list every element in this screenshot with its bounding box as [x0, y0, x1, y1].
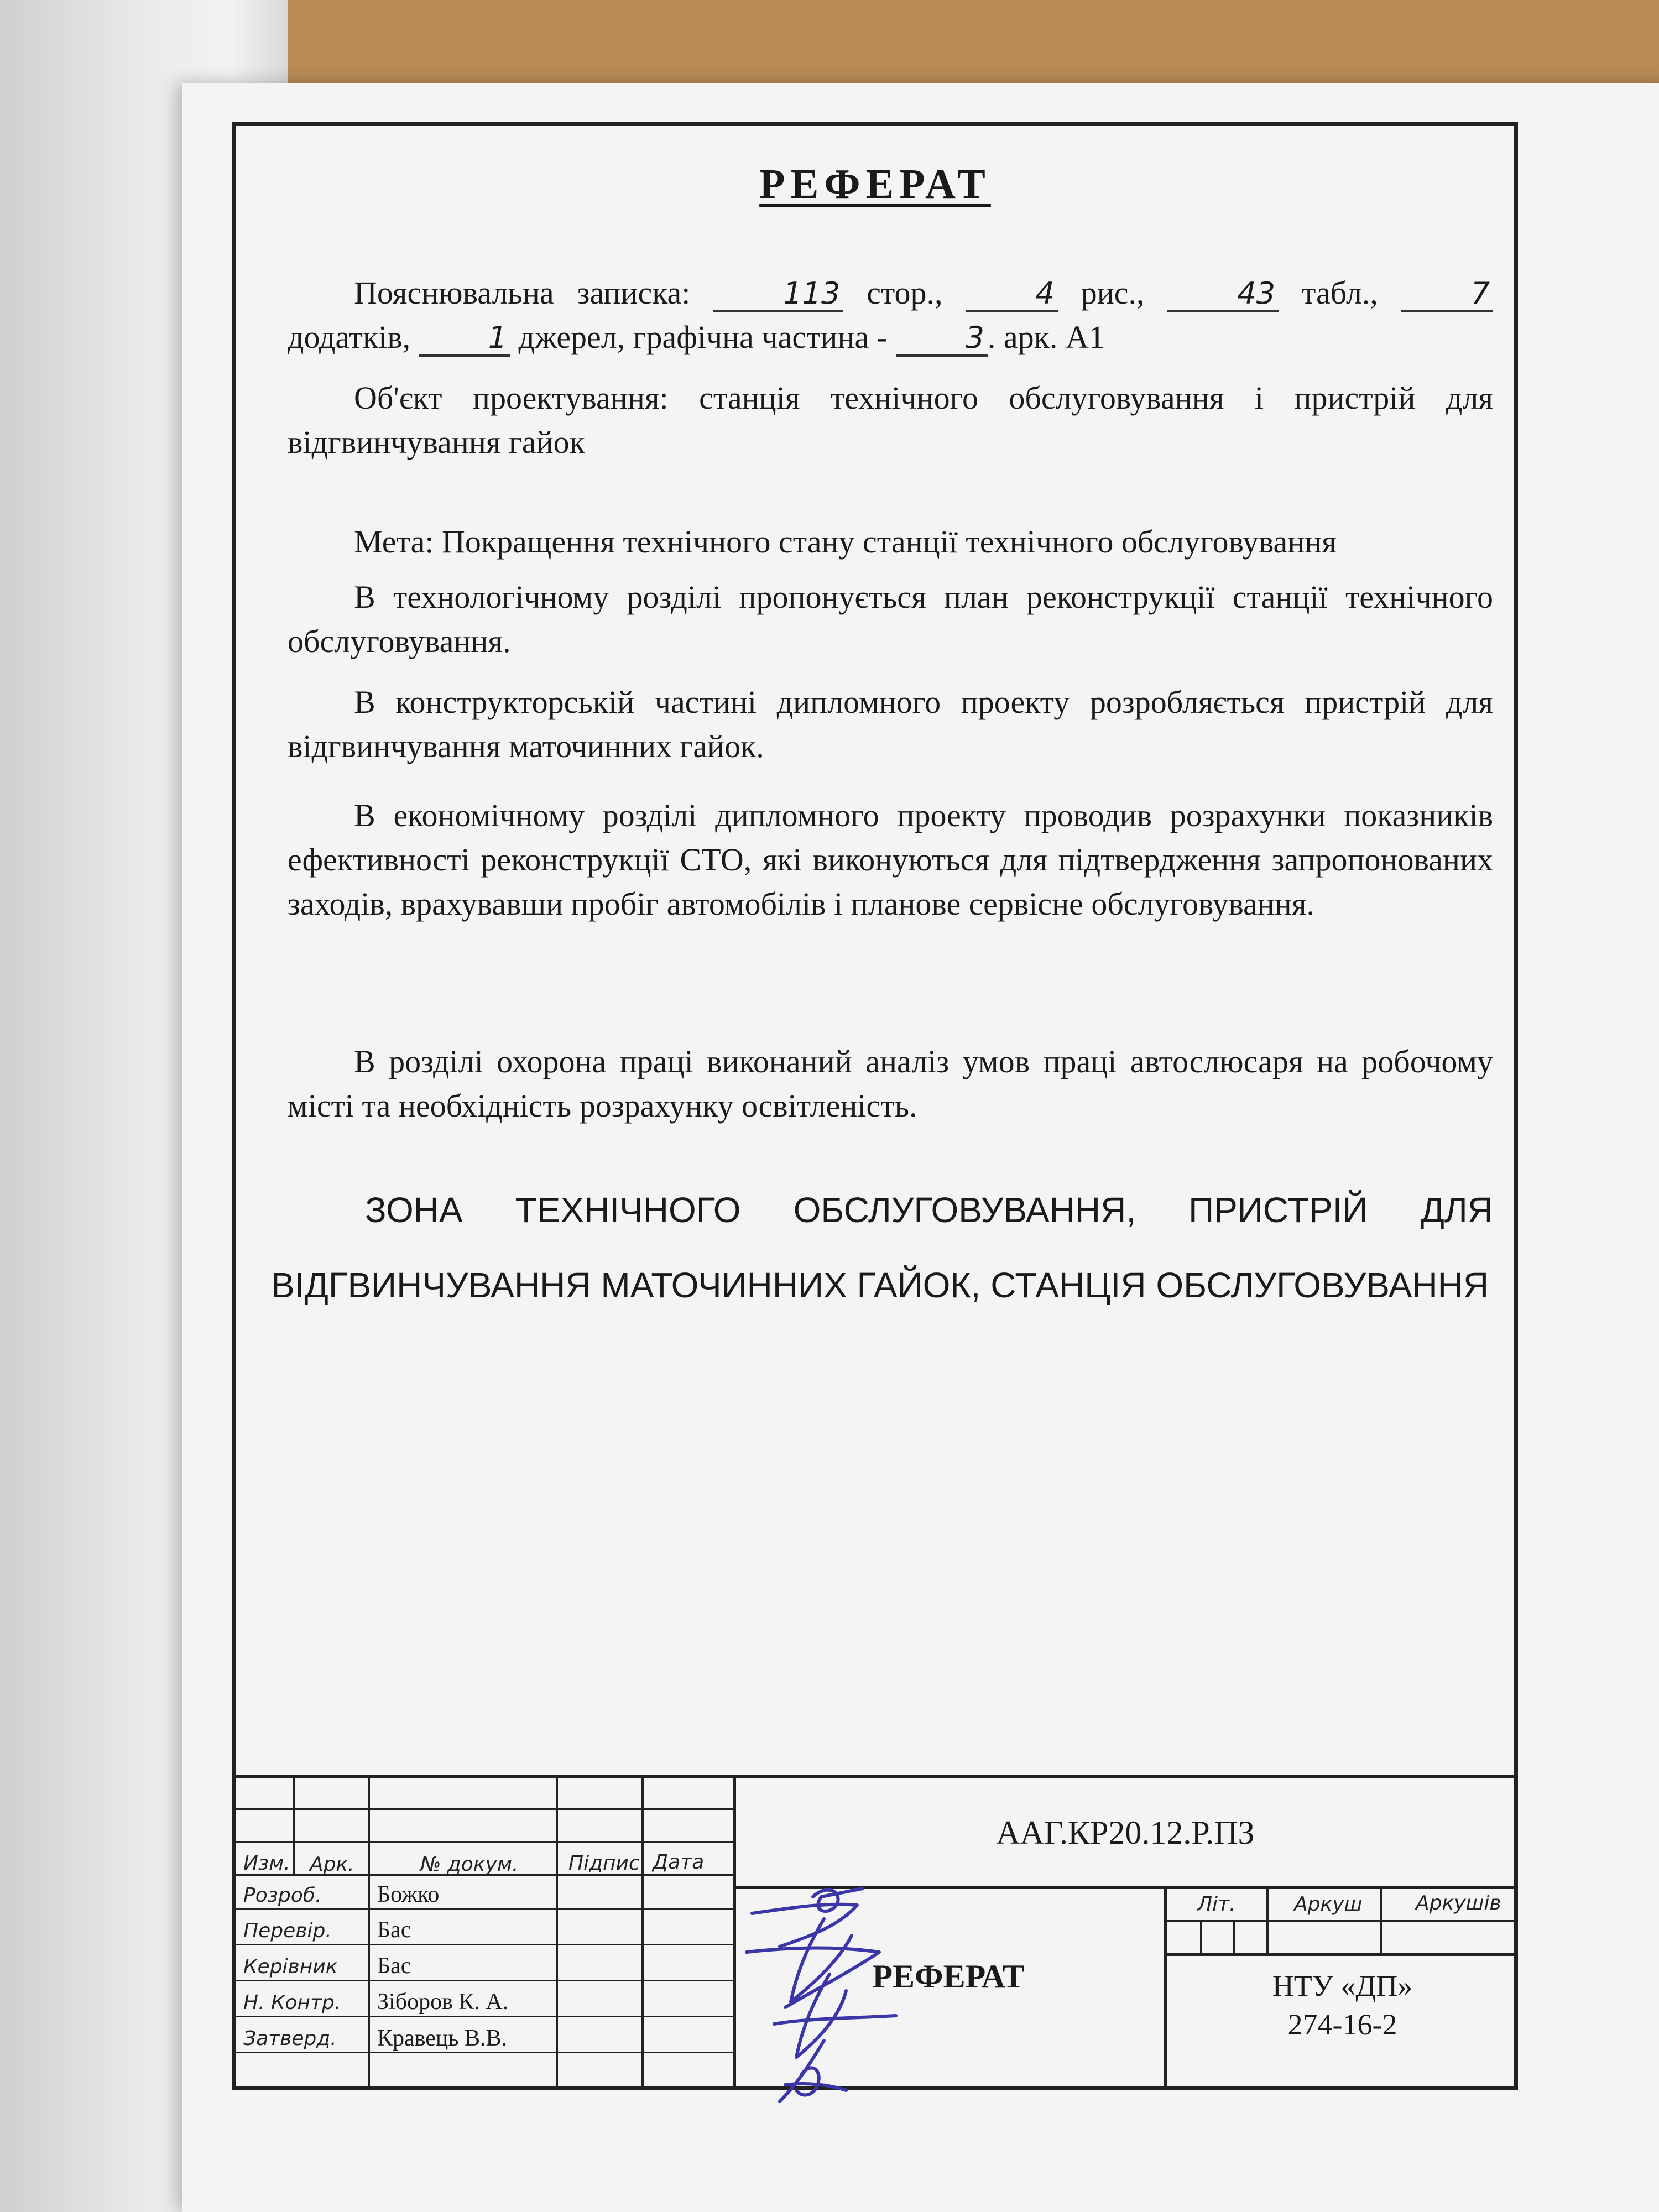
role-supervisor: Керівник — [243, 1955, 338, 1978]
header-change: Изм. — [243, 1852, 290, 1875]
pages-unit: стор., — [867, 275, 943, 311]
sheets-count: 3 — [896, 321, 988, 357]
appendices-count: 7 — [1401, 277, 1493, 312]
summary-prefix: Пояснювальна записка: — [354, 275, 691, 311]
name-checker: Бас — [377, 1917, 411, 1943]
paragraph-economy: В економічному розділі дипломного проекту проводив розрахунки показників ефективності реконструкції СТО, які виконуються для підтвердження запропонованих заходів, врахувавши пробіг автомобілів і планове сервісне обслуговування. — [288, 797, 1493, 922]
role-checker: Перевір. — [243, 1919, 332, 1942]
paragraph-object: Об'єкт проектування: станція технічного обслуговування і пристрій для відгвинчування гайок — [288, 380, 1493, 460]
paragraph-design: В конструкторській частині дипломного проекту розробляється пристрій для відгвинчування маточинних гайок. — [288, 684, 1493, 764]
sources-count: 1 — [419, 321, 510, 357]
header-doc-number: № докум. — [420, 1853, 519, 1876]
paragraph-goal: Мета: Покращення технічного стану станції технічного обслуговування — [354, 524, 1337, 560]
sheets-unit: . арк. А1 — [987, 319, 1105, 355]
stamp-document-title: РЕФЕРАТ — [872, 1958, 1025, 1995]
label-sheets: Аркушів — [1416, 1892, 1501, 1914]
document-code: ААГ.КР20.12.Р.ПЗ — [996, 1814, 1255, 1851]
name-supervisor: Бас — [377, 1953, 411, 1979]
appendices-unit: додатків, — [288, 319, 411, 355]
name-approver: Кравець В.В. — [377, 2026, 508, 2051]
role-approver: Затверд. — [243, 2027, 337, 2050]
paragraph-technology: В технологічному розділі пропонується план реконструкції станції технічного обслуговування. — [288, 579, 1493, 659]
figures-count: 4 — [966, 277, 1057, 312]
organization-name: НТУ «ДП» — [1272, 1969, 1413, 2002]
page-title: РЕФЕРАТ — [759, 161, 991, 207]
tables-unit: табл., — [1302, 275, 1378, 311]
figures-unit: рис., — [1081, 275, 1145, 311]
title-block — [232, 1775, 1518, 2090]
summary-line — [288, 271, 1493, 359]
keywords: ЗОНА ТЕХНІЧНОГО ОБСЛУГОВУВАННЯ, ПРИСТРІЙ ДЛЯ ВІДГВИНЧУВАННЯ МАТОЧИННИХ ГАЙОК, СТАНЦІЯ ОБСЛУГОВУВАННЯ — [271, 1190, 1493, 1305]
header-signature: Підпис — [568, 1852, 640, 1875]
label-sheet: Аркуш — [1294, 1893, 1363, 1916]
name-norm-control: Зіборов К. А. — [377, 1989, 509, 2015]
pages-count: 113 — [713, 277, 843, 312]
header-date: Дата — [653, 1851, 705, 1874]
tables-count: 43 — [1167, 277, 1279, 312]
organization-code: 274-16-2 — [1287, 2008, 1397, 2041]
role-developer: Розроб. — [243, 1884, 322, 1907]
name-developer: Божко — [377, 1882, 440, 1907]
role-norm-control: Н. Контр. — [243, 1991, 341, 2014]
paragraph-safety: В розділі охорона праці виконаний аналіз умов праці автослюсаря на робочому місті та необхідність розрахунку освітленість. — [288, 1044, 1493, 1124]
label-lit: Літ. — [1197, 1893, 1236, 1916]
header-sheet: Арк. — [310, 1853, 354, 1876]
sources-unit: джерел, графічна частина - — [518, 319, 888, 355]
signatures-scribble — [713, 1864, 946, 2107]
